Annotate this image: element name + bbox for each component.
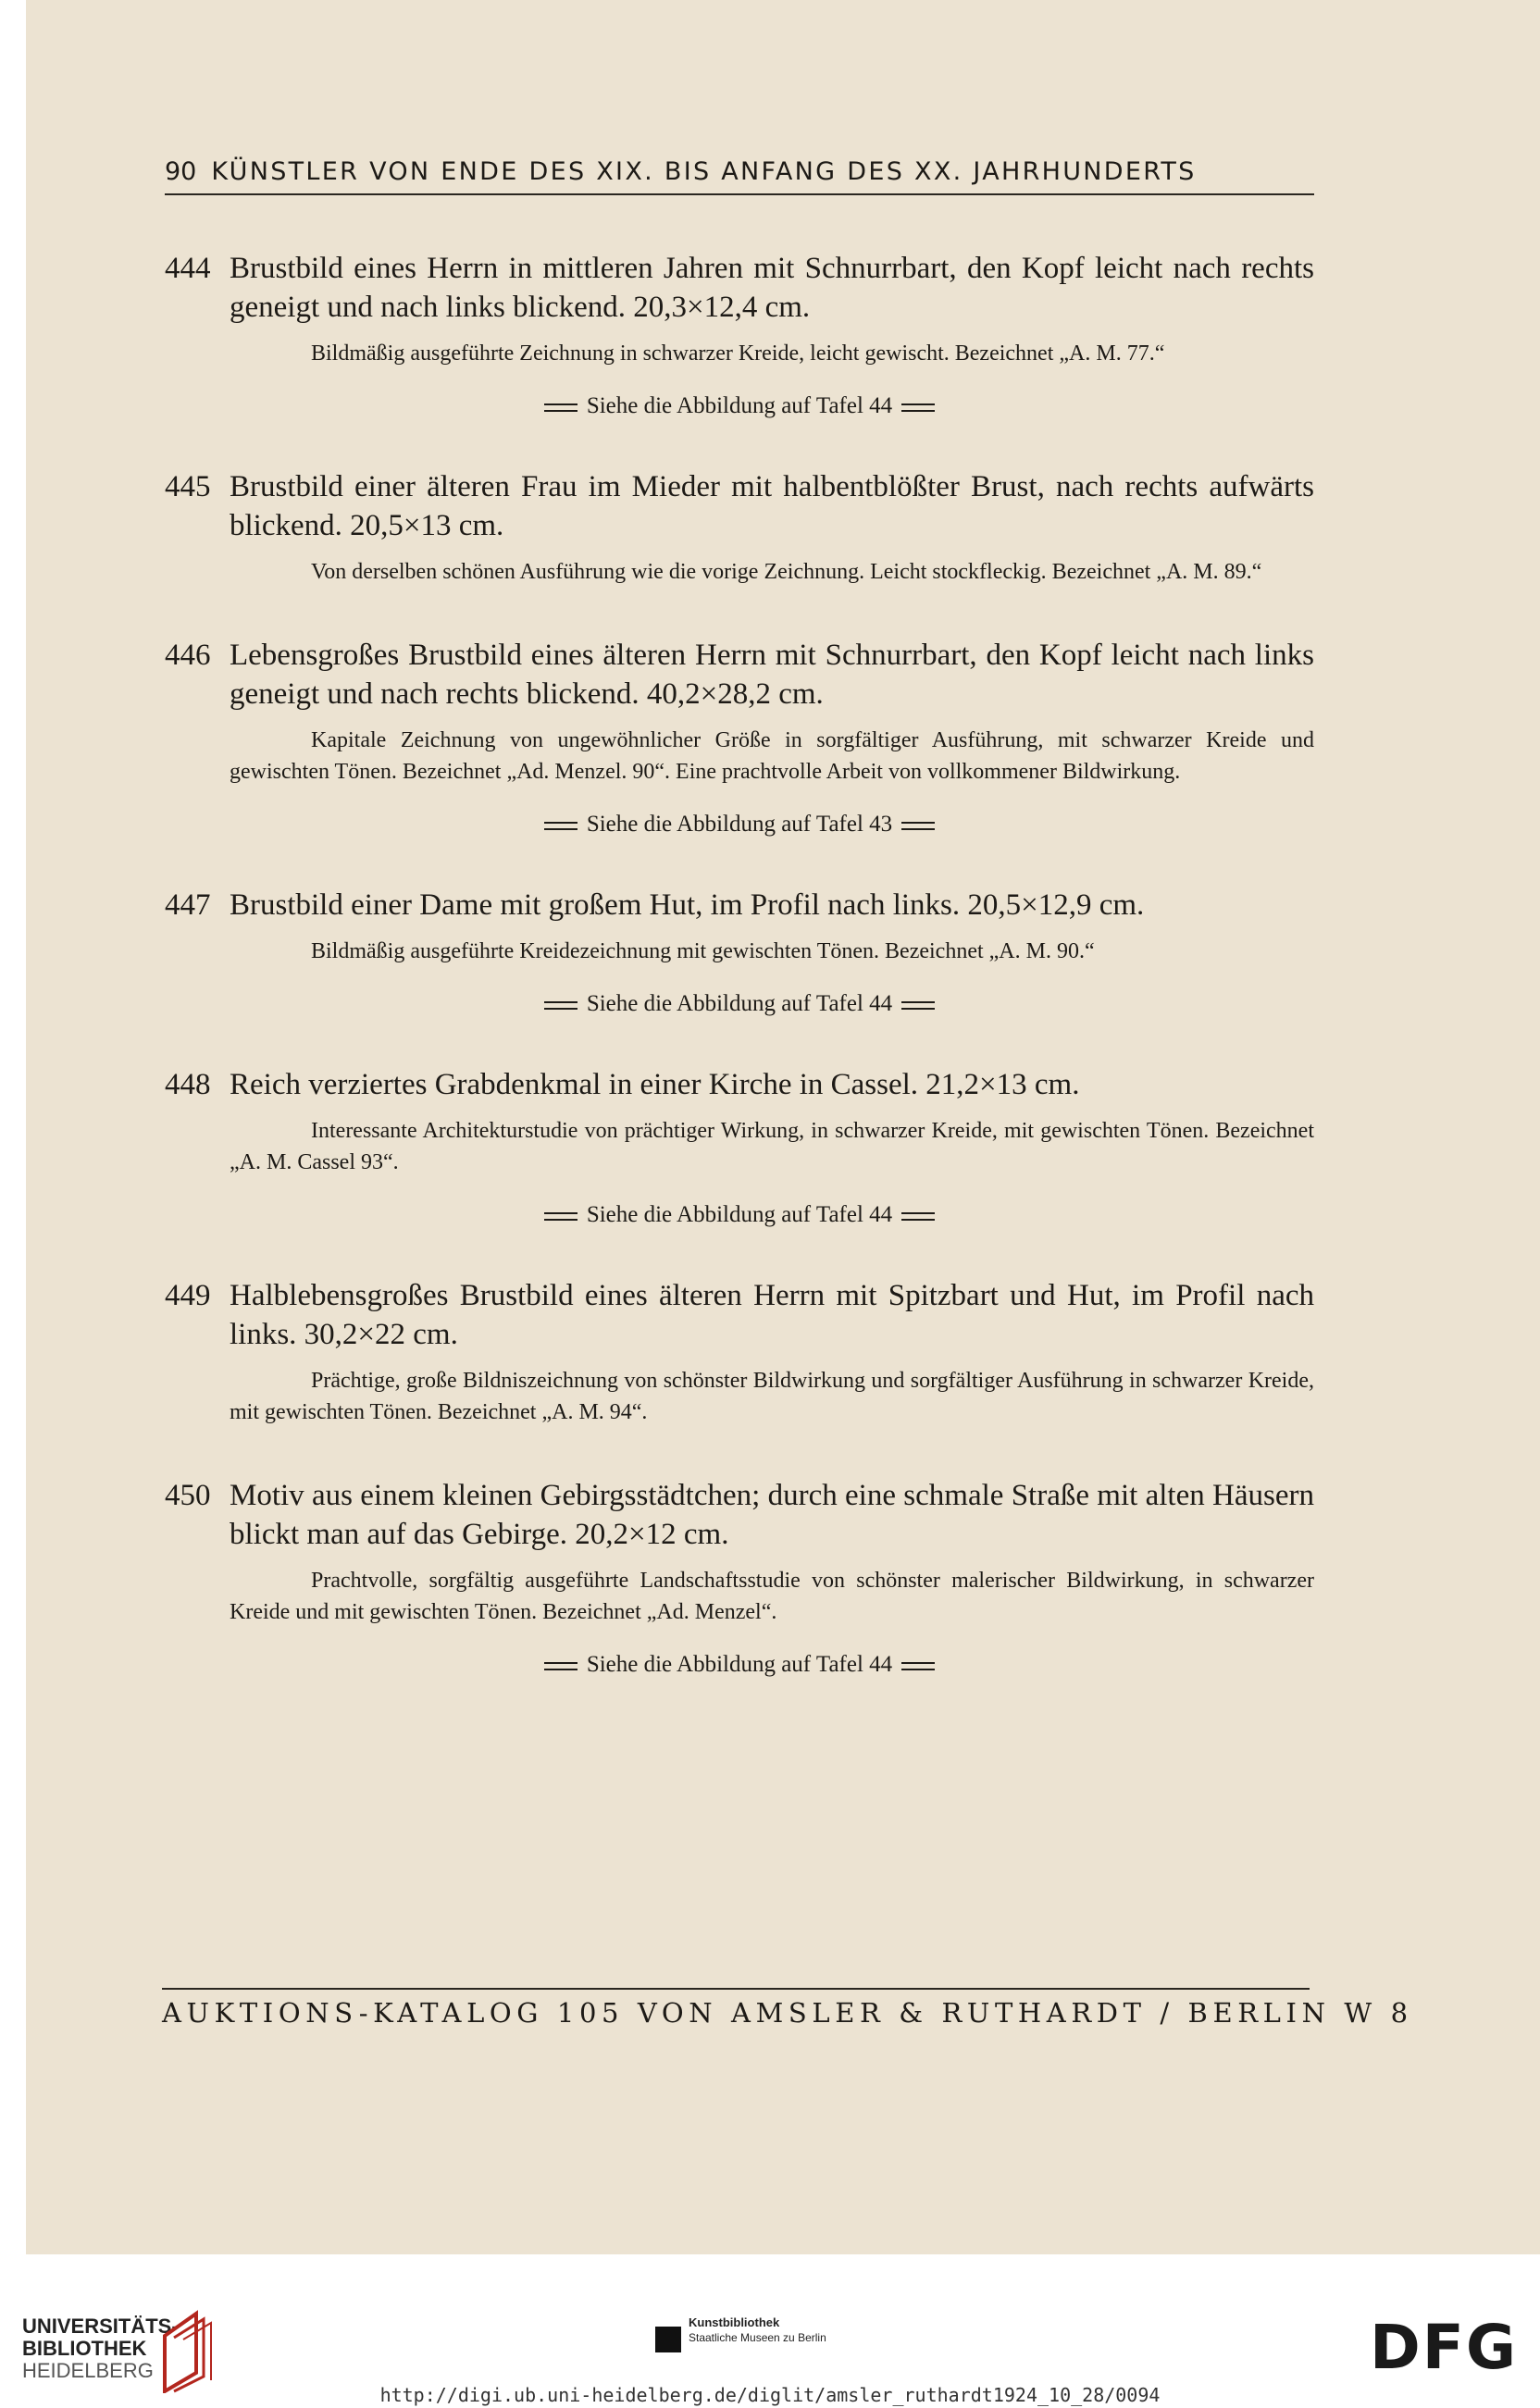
entry-description: Interessante Architekturstudie von prächtiger Wirkung, in schwarzer Kreide, mit gewischten Tönen. Bezeichnet „A. M. Cassel 93“. bbox=[230, 1119, 1314, 1174]
entry-title-text: Brustbild einer älteren Frau im Mieder mit halbentblößter Brust, nach rechts aufwärts blickend. 20,5×13 cm. bbox=[230, 470, 1314, 542]
page-number: 90 bbox=[165, 157, 197, 186]
plate-reference-text: Siehe die Abbildung auf Tafel 44 bbox=[586, 1652, 893, 1677]
plate-reference-text: Siehe die Abbildung auf Tafel 44 bbox=[586, 1202, 893, 1227]
permalink-url[interactable]: http://digi.ub.uni-heidelberg.de/diglit/amsler_ruthardt1924_10_28/0094 bbox=[379, 2384, 1161, 2406]
entry-description: Von derselben schönen Ausführung wie die vorige Zeichnung. Leicht stockfleckig. Bezeichnet „A. M. 89.“ bbox=[311, 560, 1262, 584]
entry-title-text: Halblebensgroßes Brustbild eines älteren Herrn mit Spitzbart und Hut, im Profil nach links. 30,2×22 cm. bbox=[230, 1279, 1314, 1351]
entry-title bbox=[165, 1476, 1314, 1554]
entry-title bbox=[165, 249, 1314, 327]
kunstbibliothek-logo[interactable] bbox=[655, 2315, 826, 2352]
entry-description: Prächtige, große Bildniszeichnung von schönster Bildwirkung und sorgfältiger Ausführung in schwarzer Kreide, mit gewischten Tönen. Bezeichnet „A. M. 94“. bbox=[230, 1369, 1314, 1424]
entry-number: 444 bbox=[165, 252, 211, 285]
entry-title-text: Brustbild einer Dame mit großem Hut, im Profil nach links. 20,5×12,9 cm. bbox=[230, 888, 1145, 922]
entry-title bbox=[165, 886, 1314, 925]
catalog-entry bbox=[165, 1276, 1314, 1428]
plate-reference bbox=[165, 991, 1314, 1017]
entry-title-text: Motiv aus einem kleinen Gebirgsstädtchen; durch eine schmale Straße mit alten Häusern blickt man auf das Gebirge. 20,2×12 cm. bbox=[230, 1479, 1314, 1551]
kunstbibliothek-mark-icon bbox=[655, 2327, 681, 2352]
plate-reference-text: Siehe die Abbildung auf Tafel 44 bbox=[586, 991, 893, 1016]
entry-description: Bildmäßig ausgeführte Zeichnung in schwarzer Kreide, leicht gewischt. Bezeichnet „A. M. 77.“ bbox=[311, 341, 1165, 366]
entry-number: 447 bbox=[165, 888, 211, 922]
entry-title bbox=[165, 1276, 1314, 1354]
catalog-page bbox=[165, 157, 1314, 1726]
partner-sub: Staatliche Museen zu Berlin bbox=[689, 2331, 826, 2344]
plate-reference-text: Siehe die Abbildung auf Tafel 44 bbox=[586, 393, 893, 418]
library-line2: BIBLIOTHEK bbox=[22, 2337, 147, 2360]
library-logo-icon bbox=[159, 2308, 213, 2393]
running-header bbox=[165, 157, 1314, 195]
library-line3: HEIDELBERG bbox=[22, 2359, 154, 2382]
library-line1: UNIVERSITÄTS- bbox=[22, 2315, 179, 2338]
entry-number: 449 bbox=[165, 1279, 211, 1312]
entry-number: 445 bbox=[165, 470, 211, 503]
catalog-entry bbox=[165, 636, 1314, 838]
entry-number: 450 bbox=[165, 1479, 211, 1512]
entry-description: Bildmäßig ausgeführte Kreidezeichnung mit gewischten Tönen. Bezeichnet „A. M. 90.“ bbox=[311, 939, 1095, 963]
catalog-entry bbox=[165, 886, 1314, 1017]
plate-reference bbox=[165, 393, 1314, 419]
catalog-entry bbox=[165, 249, 1314, 419]
entry-title-text: Brustbild eines Herrn in mittleren Jahren mit Schnurrbart, den Kopf leicht nach rechts geneigt und nach links blickend. 20,3×12,4 cm. bbox=[230, 252, 1314, 324]
catalog-entry bbox=[165, 1065, 1314, 1228]
entry-title bbox=[165, 467, 1314, 545]
dfg-logo[interactable]: DFG bbox=[1370, 2312, 1519, 2383]
entry-title-text: Reich verziertes Grabdenkmal in einer Kirche in Cassel. 21,2×13 cm. bbox=[230, 1068, 1080, 1101]
catalog-entry bbox=[165, 467, 1314, 588]
catalog-footer: AUKTIONS-KATALOG 105 VON AMSLER & RUTHARDT / BERLIN W 8 bbox=[162, 1988, 1310, 2029]
entry-title bbox=[165, 1065, 1314, 1104]
catalog-entries bbox=[165, 249, 1314, 1678]
entry-title bbox=[165, 636, 1314, 714]
entry-description: Kapitale Zeichnung von ungewöhnlicher Größe in sorgfältiger Ausführung, mit schwarzer Kreide und gewischten Tönen. Bezeichnet „Ad. Menzel. 90“. Eine prachtvolle Arbeit von vollkommener Bildwirkung. bbox=[230, 728, 1314, 784]
plate-reference bbox=[165, 1202, 1314, 1228]
entry-title-text: Lebensgroßes Brustbild eines älteren Herrn mit Schnurrbart, den Kopf leicht nach links geneigt und nach rechts blickend. 40,2×28,2 cm. bbox=[230, 639, 1314, 711]
running-title: KÜNSTLER VON ENDE DES XIX. BIS ANFANG DES XX. JAHRHUNDERTS bbox=[211, 157, 1197, 186]
entry-number: 446 bbox=[165, 639, 211, 672]
university-library-logo-text[interactable] bbox=[22, 2315, 179, 2382]
plate-reference bbox=[165, 812, 1314, 838]
plate-reference bbox=[165, 1652, 1314, 1678]
catalog-entry bbox=[165, 1476, 1314, 1678]
entry-description: Prachtvolle, sorgfältig ausgeführte Landschaftsstudie von schönster malerischer Bildwirkung, in schwarzer Kreide und mit gewischten Tönen. Bezeichnet „Ad. Menzel“. bbox=[230, 1569, 1314, 1624]
partner-name: Kunstbibliothek bbox=[689, 2315, 780, 2329]
plate-reference-text: Siehe die Abbildung auf Tafel 43 bbox=[586, 812, 893, 837]
entry-number: 448 bbox=[165, 1068, 211, 1101]
